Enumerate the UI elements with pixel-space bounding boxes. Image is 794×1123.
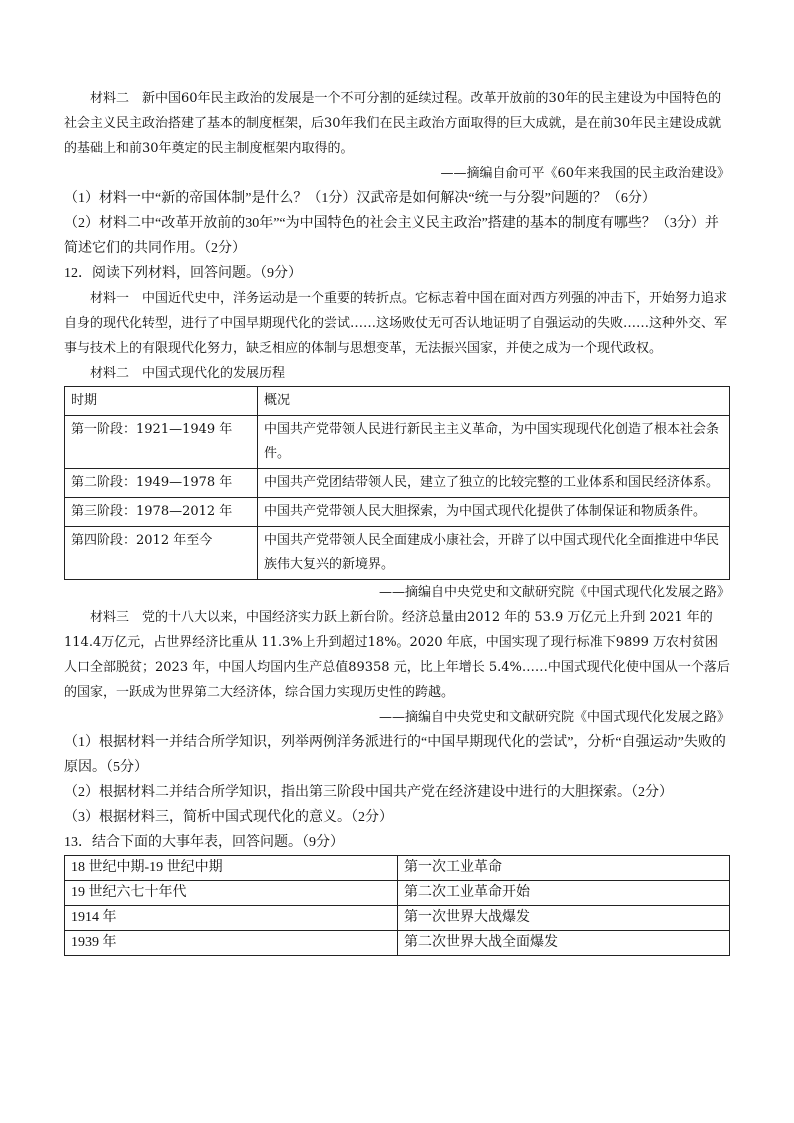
chronology-event: 第一次世界大战爆发: [398, 906, 730, 931]
chronology-event: 第一次工业革命: [398, 856, 730, 881]
q12-material-3-source: ——摘编自中央党史和文献研究院《中国式现代化发展之路》: [378, 710, 730, 725]
q12-material-1: 材料一 中国近代史中，洋务运动是一个重要的转折点。它标志着中国在面对西方列强的冲击下，开始努力追求自身的现代化转型，进行了中国早期现代化的尝试……这场败仗无可否认地证明了自强运动的失败……这种外交、军事与技术上的有限现代化努力，缺乏相应的体制与思想变革，无法振兴国家，并使之成为一个现代政权。: [64, 291, 728, 356]
chronology-date: 1914 年: [65, 906, 398, 931]
table-row: [65, 931, 730, 956]
material-2-source: ——摘编自俞可平《60年来我国的民主政治建设》: [440, 166, 730, 181]
table-row: [65, 416, 730, 469]
question-12-part-2: （2）根据材料二并结合所学知识，指出第三阶段中国共产党在经济建设中进行的大胆探索。（2分）: [64, 785, 673, 800]
chronology-table: [64, 855, 730, 956]
question-13-title: 13．结合下面的大事年表，回答问题。（9分）: [64, 835, 344, 850]
question-12-part-3: （3）根据材料三，简析中国式现代化的意义。（2分）: [64, 810, 393, 825]
table-header-period: 时期: [65, 387, 258, 416]
q12-material-2-title: 材料二 中国式现代化的发展历程: [90, 366, 286, 381]
table-row: [65, 469, 730, 498]
q12-material-3: 材料三 党的十八大以来，中国经济实力跃上新台阶。经济总量由2012 年的 53.9 万亿元上升到 2021 年的 114.4万亿元，占世界经济比重从 11.3%上升到超过18%。2020 年底，中国实现了现行标准下9899 万农村贫困人口全部脱贫；2023 年，中国人均国内生产总值89358 元，比上年增长 5.4%……中国式现代化使中国从一个落后的国家，一跃成为世界第二大经济体，综合国力实现历史性的跨越。: [64, 610, 730, 700]
chronology-date: 1939 年: [65, 931, 398, 956]
table-cell-overview: 中国共产党带领人民大胆探索，为中国式现代化提供了体制保证和物质条件。: [258, 498, 730, 527]
material-2-paragraph: 材料二 新中国60年民主政治的发展是一个不可分割的延续过程。改革开放前的30年的民主建设为中国特色的社会主义民主政治搭建了基本的制度框架，后30年我们在民主政治方面取得的巨大成就，是在前30年民主建设成就的基础上和前30年奠定的民主制度框架内取得的。: [64, 91, 722, 156]
question-12-part-1: （1）根据材料一并结合所学知识，列举两例洋务派进行的“中国早期现代化的尝试”，分析“自强运动”失败的原因。（5分）: [64, 735, 726, 775]
table-cell-period: 第二阶段：1949—1978 年: [65, 469, 258, 498]
q12-material-2-source: ——摘编自中央党史和文献研究院《中国式现代化发展之路》: [378, 585, 730, 600]
chronology-date: 19 世纪六七十年代: [65, 881, 398, 906]
question-11-part-1: （1）材料一中“新的帝国体制”是什么？（1分）汉武帝是如何解决“统一与分裂”问题的？（6分）: [64, 191, 656, 206]
table-cell-period: 第四阶段：2012 年至今: [65, 527, 258, 580]
table-cell-period: 第一阶段：1921—1949 年: [65, 416, 258, 469]
table-row: [65, 498, 730, 527]
table-cell-overview: 中国共产党带领人民全面建成小康社会，开辟了以中国式现代化全面推进中华民族伟大复兴的新境界。: [258, 527, 730, 580]
table-row: [65, 856, 730, 881]
table-cell-overview: 中国共产党团结带领人民，建立了独立的比较完整的工业体系和国民经济体系。: [258, 469, 730, 498]
chronology-event: 第二次工业革命开始: [398, 881, 730, 906]
table-row: [65, 881, 730, 906]
question-11-part-2: （2）材料二中“改革开放前的30年”“为中国特色的社会主义民主政治”搭建的基本的制度有哪些？（3分）并简述它们的共同作用。（2分）: [64, 216, 719, 256]
exam-page: [64, 86, 730, 956]
table-header-overview: 概况: [258, 387, 730, 416]
table-row: [65, 527, 730, 580]
table-row: [65, 906, 730, 931]
chronology-date: 18 世纪中期-19 世纪中期: [65, 856, 398, 881]
table-cell-period: 第三阶段：1978—2012 年: [65, 498, 258, 527]
question-12-title: 12．阅读下列材料，回答问题。（9分）: [64, 266, 302, 281]
chronology-event: 第二次世界大战全面爆发: [398, 931, 730, 956]
table-cell-overview: 中国共产党带领人民进行新民主主义革命，为中国实现现代化创造了根本社会条件。: [258, 416, 730, 469]
modernization-table: [64, 386, 730, 580]
table-header-row: [65, 387, 730, 416]
